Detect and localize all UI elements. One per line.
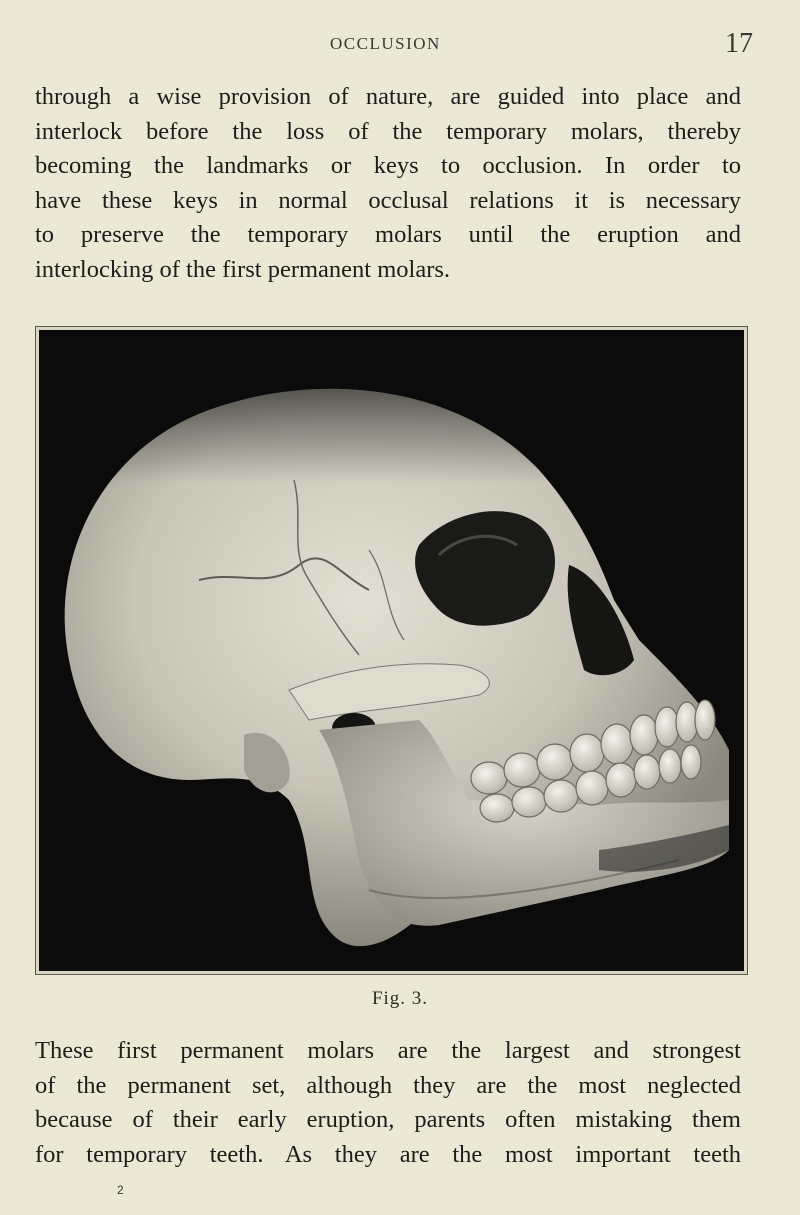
text-line: for temporary teeth. As they are the most important teeth [35,1140,741,1168]
text-line: of the permanent set, although they are the most neglected [35,1071,741,1099]
text-line: through a wise provision of nature, are guided into place and [35,83,741,110]
text-line: These first permanent molars are the largest and strongest [35,1037,741,1064]
paragraph-top [35,80,741,287]
figure-photograph [36,327,747,974]
text-line: because of their early eruption, parents often mistaking them [35,1106,741,1133]
skull-illustration [39,330,744,971]
running-head [0,28,800,64]
running-title: OCCLUSION [330,34,441,53]
figure-caption: Fig. 3. [371,988,429,1009]
text-line: to preserve the temporary molars until the eruption and [35,221,741,248]
paragraph-bottom [35,1034,741,1172]
signature-mark: 2 [117,1183,124,1197]
text-line: becoming the landmarks or keys to occlusion. In order to [35,152,741,179]
page-number: 17 [725,28,753,59]
text-line: interlocking of the first permanent molars. [35,255,451,283]
text-line: have these keys in normal occlusal relations it is necessary [35,186,741,214]
text-line: interlock before the loss of the temporary molars, thereby [35,117,741,145]
